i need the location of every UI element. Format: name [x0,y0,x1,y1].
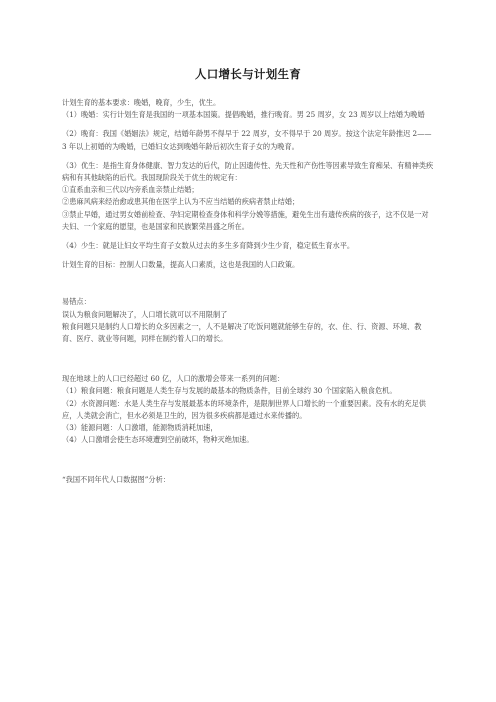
paragraph: （2）水资源问题：水是人类生存与发展最基本的环境条件，是限制世界人口增长的一个重要因素。没有水的充足供应，人类就会消亡，但水必须是卫生的，因为很多疾病都是通过水来传播的。 [62,398,426,420]
paragraph-spacer [62,345,434,373]
page-title: 人口增长与计划生育 [194,67,302,81]
paragraph: “我国不同年代人口数据图”分析： [62,475,170,485]
paragraph-spacer [62,121,434,128]
paragraph: （3）优生：是指生育身体健康、智力发达的后代，防止因遗传性、先天性和产伤性等因素导致生育痴呆、有精神类疾病和有其他缺陷的后代。我国现阶段关于优生的规定有： [62,160,434,183]
paragraph-spacer [62,252,434,259]
paragraph: 误认为粮食问题解决了，人口增长就可以不用限制了 [62,309,228,319]
paragraph: 易错点： [62,297,91,307]
paragraph: ③禁止早婚，通过男女婚前检查、孕妇定期检查身体和科学分娩等措施，避免生出有遗传疾病的孩子，这不仅是一对夫妇、一个家庭的愿望，也是国家和民族繁荣昌盛之所在。 [62,209,429,231]
paragraph: （4）少生：就是让妇女平均生育子女数从过去的多生多育降到少生少育，稳定低生育水平。 [62,241,355,251]
paragraph: （4）人口激增会使生态环境遭到空前破坏，物种灭绝加速。 [62,435,254,445]
paragraph: 计划生育的基本要求：晚婚，晚育，少生，优生。 [62,98,221,107]
document-body [62,97,434,487]
paragraph-spacer [62,271,434,296]
paragraph: （1）粮食问题：粮食问题是人类生存与发展的最基本的物质条件，目前全球约 30 个国家陷入粮食危机。 [62,386,397,396]
paragraph: ②患麻风病来经治愈或患其他在医学上认为不应当结婚的疾病者禁止结婚； [62,197,300,207]
paragraph-spacer [62,153,434,160]
paragraph: ①直系血亲和三代以内旁系血亲禁止结婚； [62,185,199,195]
paragraph-spacer [62,446,434,474]
paragraph: （2）晚育：我国《婚姻法》规定，结婚年龄男不得早于 22 周岁，女不得早于 20 周岁。按这个法定年龄推迟 2——3 年以上初婚的为晚婚，已婚妇女达到晚婚年龄后初次生育子女的为晚育。 [62,129,432,151]
paragraph: （3）能源问题：人口激增，能源物质消耗加速， [62,423,218,433]
paragraph: 计划生育的目标：控制人口数量，提高人口素质，这也是我国的人口政策。 [62,260,300,270]
paragraph: 粮食问题只是制约人口增长的众多因素之一，人不是解决了吃饭问题就能够生存的，衣、住、行、资源、环境、教育、医疗、就业等问题，同样在制约着人口的增长。 [62,321,422,344]
paragraph: 现在地球上的人口已经超过 60 亿，人口的激增会带来一系列的问题： [62,374,285,384]
paragraph-spacer [62,233,434,240]
paragraph: （1）晚婚：实行计划生育是我国的一项基本国策。提倡晚婚，推行晚育。男 25 周岁，女 23 周岁以上结婚为晚婚 [62,110,425,120]
